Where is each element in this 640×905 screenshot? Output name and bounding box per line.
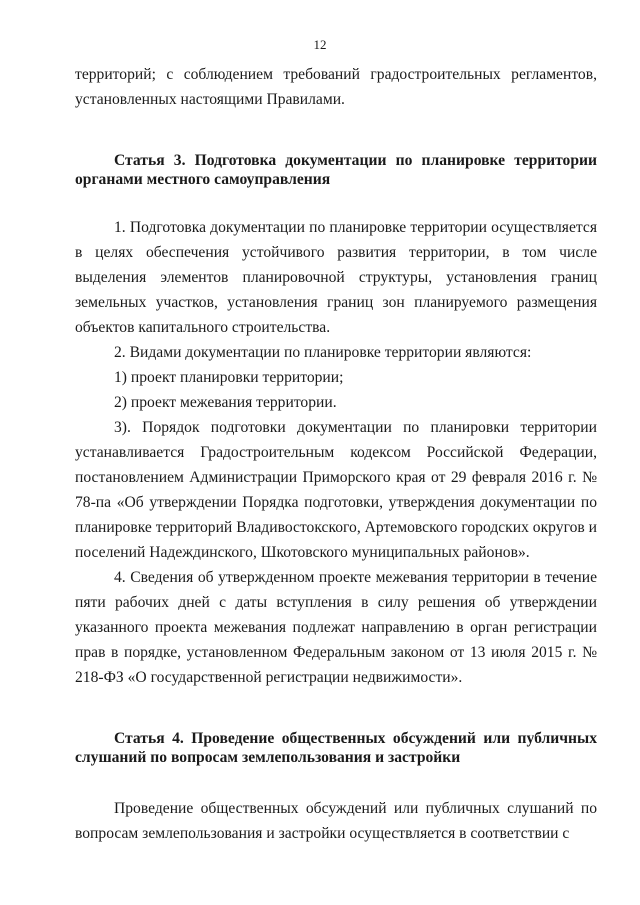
spacer: [75, 189, 597, 215]
spacer: [75, 690, 597, 729]
document-body: [75, 62, 597, 846]
spacer: [75, 112, 597, 151]
article-3-paragraph-3: 3). Порядок подготовки документации по планировки территории устанавливается Градостроительным кодексом Российской Федерации, постановлением Администрации Приморского края от 29 февраля 2016 г. № 78-па «Об утверждении Порядка подготовки, утверждения документации по планировке территорий Владивостокского, Артемовского городских округов и поселений Надеждинского, Шкотовского муниципальных районов».: [75, 419, 597, 561]
article-3-paragraph-1: 1. Подготовка документации по планировке территории осуществляется в целях обеспечения устойчивого развития территории, в том числе выделения элементов планировочной структуры, установления границ земельных участков, установления границ зон планируемого размещения объектов капитального строительства.: [75, 219, 597, 336]
page-number: 12: [313, 37, 327, 52]
article-4-heading: Статья 4. Проведение общественных обсуждений или публичных слушаний по вопросам землепользования и застройки: [75, 730, 597, 766]
intro-paragraph: территорий; с соблюдением требований градостроительных регламентов, установленных настоящими Правилами.: [75, 66, 597, 108]
article-3-list-item-1: 1) проект планировки территории;: [114, 369, 344, 386]
article-3-paragraph-4: 4. Сведения об утвержденном проекте межевания территории в течение пяти рабочих дней с даты вступления в силу решения об утверждении указанного проекта межевания подлежат направлению в орган регистрации прав в порядке, установленном Федеральным законом от 13 июля 2015 г. № 218-ФЗ «О государственной регистрации недвижимости».: [75, 569, 597, 686]
article-3-heading: Статья 3. Подготовка документации по планировке территории органами местного самоуправления: [75, 152, 597, 188]
spacer: [75, 767, 597, 796]
article-3-list-item-2: 2) проект межевания территории.: [114, 394, 337, 411]
article-3-paragraph-2: 2. Видами документации по планировке территории являются:: [114, 344, 532, 361]
article-4-paragraph-1: Проведение общественных обсуждений или публичных слушаний по вопросам землепользования и застройки осуществляется в соответствии с: [75, 800, 597, 842]
